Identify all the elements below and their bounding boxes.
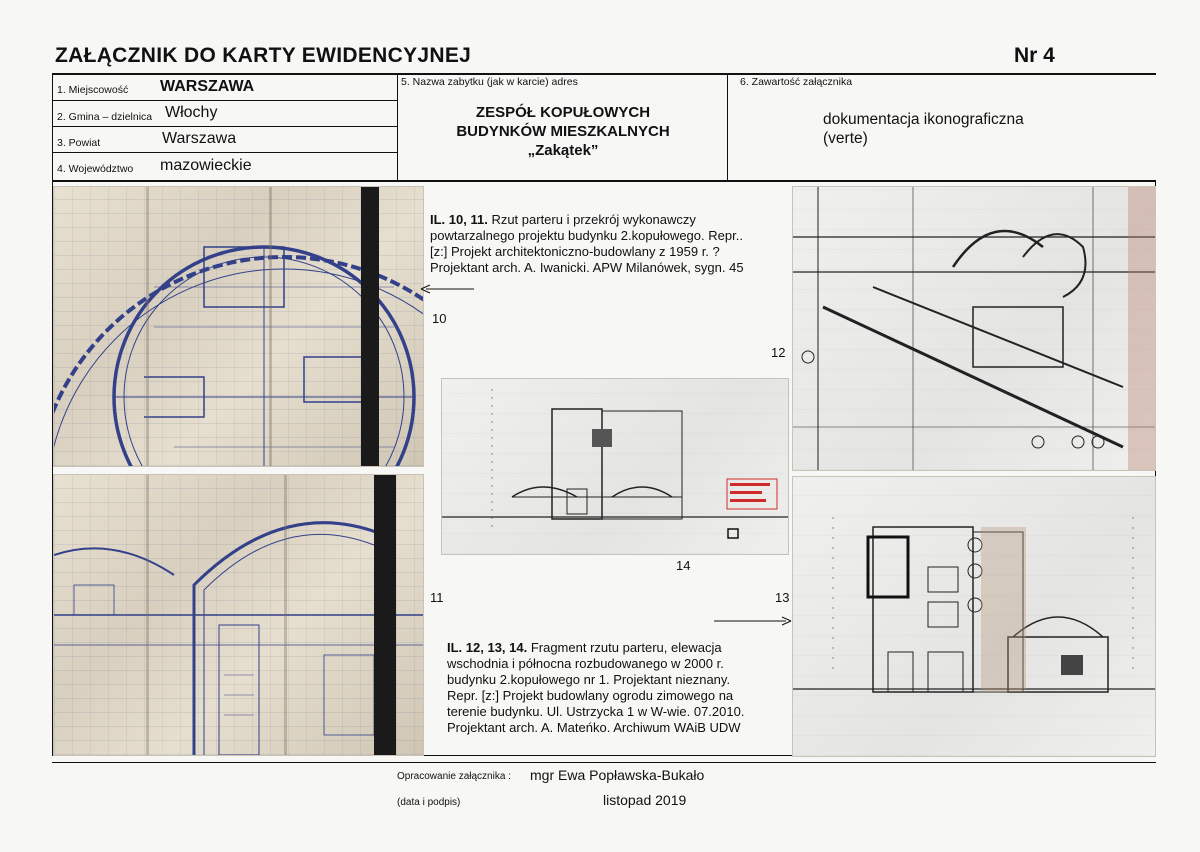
arrow-to-13 [712, 614, 792, 628]
plan-fragment-drawing [793, 187, 1155, 470]
header-left-border [52, 73, 53, 181]
label-14: 14 [676, 558, 691, 573]
header-bottom-rule [52, 180, 1156, 182]
caption-bottom [447, 640, 782, 736]
date-value: listopad 2019 [603, 792, 687, 808]
caption-top [430, 212, 780, 276]
miejscowosc-label: 1. Miejscowość [57, 84, 129, 96]
caption-bottom-ref: IL. 12, 13, 14. [447, 640, 528, 655]
arrow-to-10 [420, 282, 476, 296]
caption-top-ref: IL. 10, 11. [430, 212, 488, 227]
label-12: 12 [771, 345, 786, 360]
powiat-value: Warszawa [162, 130, 237, 147]
prepared-value: mgr Ewa Popławska-Bukało [530, 767, 705, 783]
label-13: 13 [775, 590, 790, 605]
row-rule-2 [52, 126, 397, 127]
elevation-drawing [793, 477, 1155, 756]
north-elevation-drawing [442, 379, 788, 554]
caption-bottom-line2: wschodnia i północna rozbudowanego w 2000 r. [447, 656, 724, 671]
section-drawing [54, 475, 423, 755]
caption-bottom-line1 [447, 640, 782, 656]
photo-13-elevation [792, 476, 1156, 757]
monument-name-line3: „Zakątek” [527, 142, 599, 159]
photo-12-plan-fragment [792, 186, 1156, 471]
zawartosc-label: 6. Zawartość załącznika [740, 76, 853, 88]
caption-bottom-line6: Projektant arch. A. Mateńko. Archiwum WAiB UDW [447, 720, 741, 735]
monument-name-line1: ZESPÓŁ KOPUŁOWYCH [475, 104, 651, 121]
date-label: (data i podpis) [397, 797, 461, 808]
gmina-value: Włochy [165, 104, 218, 121]
monument-name [398, 103, 728, 160]
zawartosc-line1: dokumentacja ikonograficzna [823, 111, 1024, 128]
row-rule-1 [52, 100, 397, 101]
caption-bottom-text1: Fragment rzutu parteru, elewacja [527, 640, 722, 655]
powiat-label: 3. Powiat [57, 137, 101, 149]
document-number: Nr 4 [1014, 44, 1055, 67]
miejscowosc-value: WARSZAWA [160, 78, 255, 95]
footer-rule [52, 762, 1156, 763]
caption-bottom-line3: budynku 2.kopułowego nr 1. Projektant nieznany. [447, 672, 731, 687]
caption-bottom-line4: Repr. [z:] Projekt budowlany ogrodu zimowego na [447, 688, 734, 703]
caption-top-line2: powtarzalnego projektu budynku 2.kopułowego. Repr.. [430, 228, 743, 243]
gmina-label: 2. Gmina – dzielnica [57, 111, 153, 123]
caption-bottom-line5: terenie budynku. Ul. Ustrzycka 1 w W-wie. 07.2010. [447, 704, 745, 719]
photo-14-north-elevation [441, 378, 789, 555]
label-11: 11 [430, 590, 444, 605]
label-10: 10 [432, 311, 447, 326]
row-rule-3 [52, 152, 397, 153]
wojewodztwo-label: 4. Województwo [57, 163, 134, 175]
photo-11-section [53, 474, 424, 756]
monument-name-line2: BUDYNKÓW MIESZKALNYCH [456, 123, 670, 140]
caption-top-line3: [z:] Projekt architektoniczno-budowlany z 1959 r. ? [430, 244, 720, 259]
caption-top-line1 [430, 212, 780, 228]
zawartosc-line2: (verte) [823, 130, 868, 147]
wojewodztwo-value: mazowieckie [160, 157, 252, 174]
photo-10-floor-plan [53, 186, 424, 467]
caption-top-line4: Projektant arch. A. Iwanicki. APW Milanówek, sygn. 45 [430, 260, 744, 275]
header-top-rule [52, 73, 1156, 75]
document-title: ZAŁĄCZNIK DO KARTY EWIDENCYJNEJ [55, 44, 472, 67]
caption-top-text1: Rzut parteru i przekrój wykonawczy [487, 212, 696, 227]
nazwa-label: 5. Nazwa zabytku (jak w karcie) adres [401, 76, 578, 88]
floor-plan-drawing [54, 187, 423, 466]
prepared-label: Opracowanie załącznika : [397, 771, 511, 782]
